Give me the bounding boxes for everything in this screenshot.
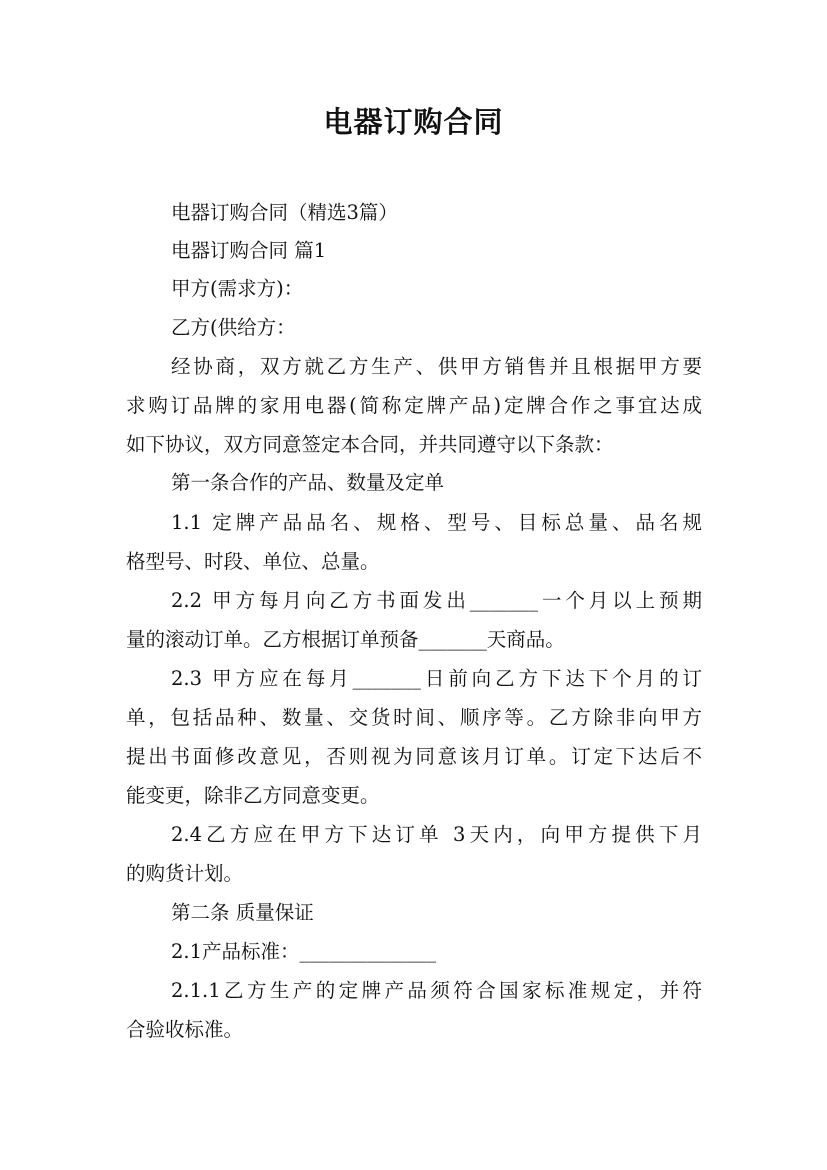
paragraph-line: 甲方(需求方)： — [171, 277, 304, 300]
paragraph-line: 提出书面修改意见，否则视为同意该月订单。订定下达后不 — [126, 745, 702, 768]
paragraph-line: 2.4乙方应在甲方下达订单 3天内，向甲方提供下月 — [171, 823, 702, 846]
paragraph-line: 合验收标准。 — [126, 1018, 244, 1041]
paragraph-line: 能变更，除非乙方同意变更。 — [126, 784, 380, 807]
paragraph-line: 2.1产品标准：______________ — [171, 940, 437, 963]
paragraph-line: 的购货计划。 — [126, 862, 244, 885]
paragraph-line: 电器订购合同（精选3篇） — [171, 201, 398, 224]
paragraph-line: 求购订品牌的家用电器(简称定牌产品)定牌合作之事宜达成 — [126, 394, 702, 417]
paragraph-line: 电器订购合同 篇1 — [171, 239, 327, 262]
document-title: 电器订购合同 — [323, 105, 504, 139]
section-heading: 第二条 质量保证 — [171, 901, 314, 924]
paragraph-line: 1.1 定牌产品品名、规格、型号、目标总量、品名规 — [171, 511, 702, 534]
paragraph-line: 量的滚动订单。乙方根据订单预备_______天商品。 — [126, 628, 565, 651]
paragraph-line: 2.1.1乙方生产的定牌产品须符合国家标准规定，并符 — [171, 979, 702, 1002]
paragraph-line: 单，包括品种、数量、交货时间、顺序等。乙方除非向甲方 — [126, 706, 702, 729]
section-heading: 第一条合作的产品、数量及定单 — [171, 471, 445, 494]
paragraph-line: 2.3 甲方应在每月_______日前向乙方下达下个月的订 — [171, 667, 702, 690]
paragraph-line: 格型号、时段、单位、总量。 — [126, 550, 380, 573]
paragraph-line: 经协商，双方就乙方生产、供甲方销售并且根据甲方要 — [171, 355, 702, 378]
paragraph-line: 乙方(供给方： — [171, 316, 296, 339]
paragraph-line: 2.2 甲方每月向乙方书面发出_______一个月以上预期 — [171, 589, 702, 612]
paragraph-line: 如下协议，双方同意签定本合同，并共同遵守以下条款： — [126, 433, 614, 456]
